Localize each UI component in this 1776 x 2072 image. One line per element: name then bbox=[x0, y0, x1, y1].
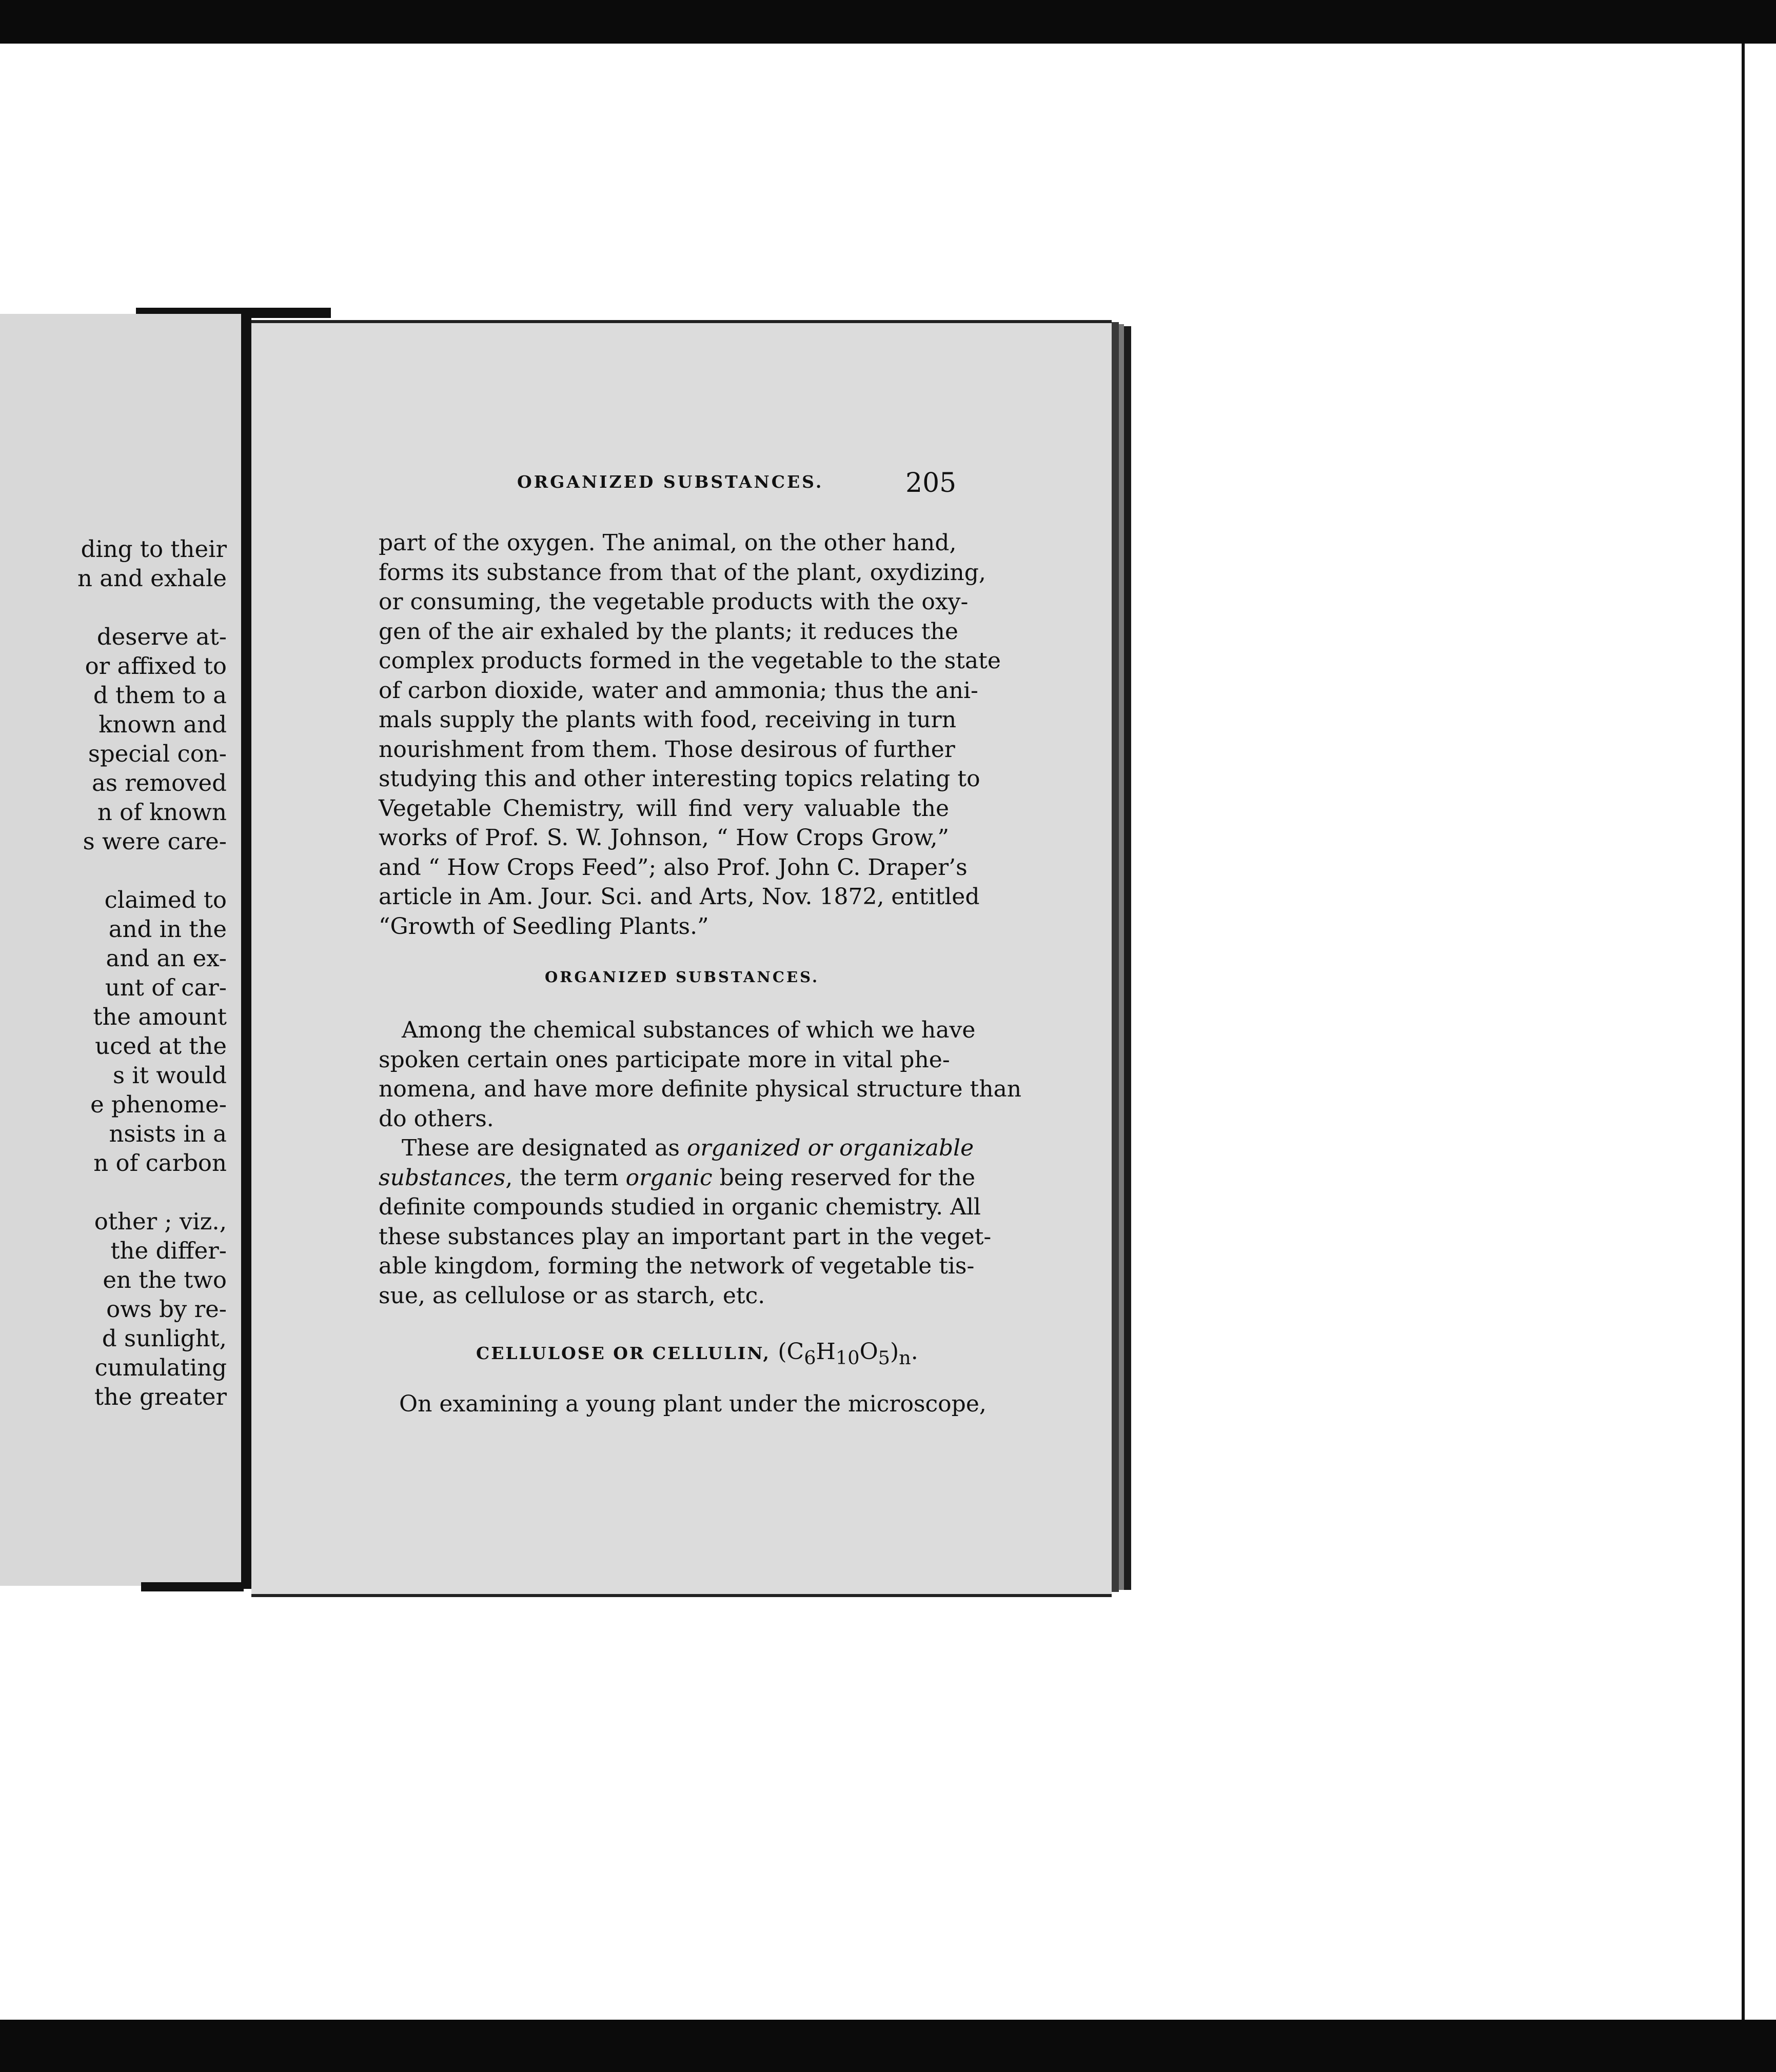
film-border-top bbox=[0, 0, 1776, 44]
page-edge bbox=[1112, 322, 1119, 1592]
chemical-formula bbox=[778, 1339, 918, 1369]
left-page-line bbox=[77, 593, 227, 622]
italic-term: substances bbox=[379, 1164, 506, 1191]
paragraph-2 bbox=[379, 1015, 1022, 1133]
left-page-line: s were care- bbox=[83, 828, 227, 855]
paragraph-3 bbox=[379, 1133, 992, 1310]
left-page-line: and in the bbox=[108, 915, 227, 943]
text-line: forms its substance from that of the plant, oxydizing, bbox=[379, 559, 986, 586]
page-edge bbox=[1124, 326, 1131, 1590]
formula-part: ) bbox=[890, 1339, 899, 1365]
text-line: nomena, and have more definite physical structure than bbox=[379, 1076, 1022, 1102]
left-page-line: other ; viz., bbox=[94, 1208, 227, 1235]
left-page-line: cumulating bbox=[94, 1354, 227, 1381]
formula-part: (C bbox=[778, 1339, 804, 1365]
page-number: 205 bbox=[905, 468, 957, 499]
left-page-line: as removed bbox=[92, 769, 227, 796]
text-line: able kingdom, forming the network of vegetable tis- bbox=[379, 1253, 975, 1279]
text-line: sue, as cellulose or as starch, etc. bbox=[379, 1282, 765, 1309]
text-line: Among the chemical substances of which we have bbox=[402, 1017, 976, 1043]
text-line: definite compounds studied in organic chemistry. All bbox=[379, 1194, 981, 1220]
text-line: or consuming, the vegetable products with the oxy- bbox=[379, 589, 969, 615]
text-line: spoken certain ones participate more in vital phe- bbox=[379, 1046, 950, 1073]
left-page bbox=[0, 314, 241, 1586]
running-head: ORGANIZED SUBSTANCES. bbox=[517, 472, 824, 492]
film-border-bottom bbox=[0, 2020, 1776, 2072]
left-page-line: s it would bbox=[113, 1062, 227, 1089]
left-page-line: d sunlight, bbox=[102, 1325, 227, 1352]
left-page-line: n and exhale bbox=[77, 565, 227, 592]
left-page-line: unt of car- bbox=[105, 974, 227, 1001]
left-page-line: nsists in a bbox=[109, 1120, 227, 1147]
book-cover-edge-bottom bbox=[141, 1582, 244, 1591]
left-page-line: en the two bbox=[103, 1266, 227, 1293]
text-line bbox=[379, 1163, 976, 1193]
left-page-line: ows by re- bbox=[106, 1296, 227, 1323]
left-page-line: known and bbox=[98, 711, 227, 738]
text-line: gen of the air exhaled by the plants; it reduces the bbox=[379, 618, 958, 645]
left-page-line: deserve at- bbox=[96, 623, 227, 650]
text-line: of carbon dioxide, water and ammonia; thus the ani- bbox=[379, 677, 978, 704]
left-page-line bbox=[77, 856, 227, 885]
text-line: studying this and other interesting topics relating to bbox=[379, 766, 980, 792]
text-line: On examining a young plant under the microscope, bbox=[399, 1391, 986, 1417]
left-page-line: special con- bbox=[88, 740, 227, 767]
formula-subscript: 6 bbox=[804, 1346, 816, 1369]
formula-subscript: n bbox=[899, 1346, 911, 1369]
italic-term: organic bbox=[625, 1164, 713, 1191]
paragraph-1 bbox=[379, 528, 1001, 941]
left-page-line: or affixed to bbox=[85, 652, 227, 680]
text-line: complex products formed in the vegetable to the state bbox=[379, 648, 1001, 674]
text-line: and “ How Crops Feed”; also Prof. John C. Draper’s bbox=[379, 854, 968, 881]
section-heading: ORGANIZED SUBSTANCES. bbox=[545, 968, 820, 986]
text-line: nourishment from them. Those desirous of further bbox=[379, 736, 955, 763]
book-gutter bbox=[241, 317, 251, 1589]
left-page-line: the greater bbox=[94, 1383, 227, 1410]
formula-subscript: 10 bbox=[835, 1346, 860, 1369]
text-line: these substances play an important part in the veget- bbox=[379, 1223, 992, 1250]
text-span: , the term bbox=[505, 1164, 626, 1191]
formula-part: O bbox=[859, 1339, 878, 1365]
text-line: Vegetable Chemistry, will find very valuable the bbox=[379, 795, 949, 822]
left-page-line: uced at the bbox=[95, 1032, 227, 1060]
text-span: These are designated as bbox=[402, 1135, 687, 1161]
left-page-line: the differ- bbox=[110, 1237, 227, 1264]
left-page-text bbox=[77, 534, 227, 1411]
left-page-line: e phenome- bbox=[90, 1091, 227, 1118]
text-line: “Growth of Seedling Plants.” bbox=[379, 913, 709, 940]
left-page-line: ding to their bbox=[81, 535, 227, 563]
subsection-heading bbox=[476, 1339, 918, 1369]
text-line bbox=[379, 1133, 974, 1163]
text-line: mals supply the plants with food, receiving in turn bbox=[379, 707, 957, 733]
left-page-line: the amount bbox=[93, 1003, 227, 1030]
formula-subscript: 5 bbox=[878, 1346, 890, 1369]
left-page-line: d them to a bbox=[93, 682, 227, 709]
film-border-right bbox=[1742, 44, 1776, 2020]
page-edge bbox=[1119, 324, 1124, 1590]
formula-part: . bbox=[911, 1339, 918, 1365]
left-page-line: n of known bbox=[97, 799, 227, 826]
text-line: part of the oxygen. The animal, on the other hand, bbox=[379, 530, 957, 556]
left-page-line bbox=[77, 1178, 227, 1207]
text-line: works of Prof. S. W. Johnson, “ How Crops Grow,” bbox=[379, 825, 949, 851]
left-page-line: n of carbon bbox=[93, 1149, 227, 1177]
subsection-title: CELLULOSE OR CELLULIN, bbox=[476, 1343, 771, 1363]
text-line: do others. bbox=[379, 1105, 494, 1132]
text-span: being reserved for the bbox=[712, 1164, 976, 1191]
text-line: article in Am. Jour. Sci. and Arts, Nov. 1872, entitled bbox=[379, 884, 980, 910]
italic-term: organized or organizable bbox=[686, 1135, 974, 1161]
left-page-line: and an ex- bbox=[106, 945, 227, 972]
left-page-line: claimed to bbox=[104, 886, 227, 913]
formula-part: H bbox=[816, 1339, 836, 1365]
